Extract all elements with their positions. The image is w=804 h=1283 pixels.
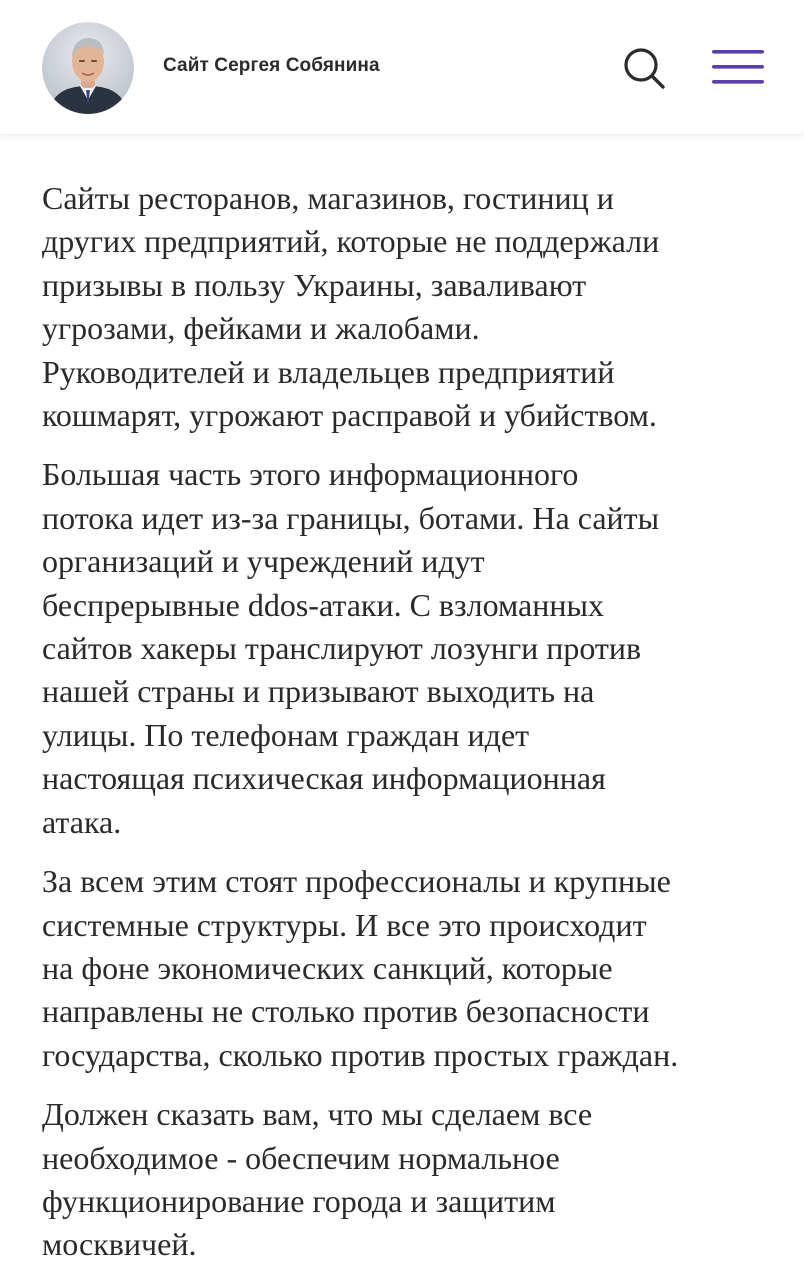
article-paragraph (42, 860, 782, 1077)
text-line: на фоне экономических санкций, которые (42, 949, 613, 986)
text-line: беспрерывные ddos-атаки. С взломанных (42, 586, 604, 623)
hamburger-menu-icon (710, 46, 766, 88)
article-paragraph (42, 1093, 782, 1267)
text-line: нашей страны и призывают выходить на (42, 673, 595, 710)
text-line: Должен сказать вам, что мы сделаем все (42, 1096, 593, 1133)
text-line: За всем этим стоят профессионалы и крупные (42, 863, 671, 900)
text-line: призывы в пользу Украины, заваливают (42, 266, 587, 303)
text-line: москвичей. (42, 1226, 197, 1263)
article-paragraph (42, 453, 782, 844)
portrait-avatar-icon (42, 22, 134, 114)
text-line: атака. (42, 803, 122, 840)
text-line: функционирование города и защитим (42, 1182, 556, 1219)
text-line: улицы. По телефонам граждан идет (42, 716, 530, 753)
text-line: угрозами, фейками и жалобами. (42, 310, 480, 347)
text-line: кошмарят, угрожают расправой и убийством. (42, 397, 657, 434)
text-line: системные структуры. И все это происходит (42, 906, 647, 943)
text-line: Сайты ресторанов, магазинов, гостиниц и (42, 180, 614, 216)
search-button[interactable] (619, 43, 669, 93)
text-line: сайтов хакеры транслируют лозунги против (42, 630, 642, 667)
text-line: организаций и учреждений идут (42, 543, 485, 580)
text-line: настоящая психическая информационная (42, 760, 606, 797)
menu-button[interactable] (710, 46, 766, 88)
text-line: Руководителей и владельцев предприятий (42, 353, 615, 390)
site-title[interactable]: Сайт Сергея Собянина (163, 55, 380, 76)
article-body (42, 177, 782, 1283)
text-line: необходимое - обеспечим нормальное (42, 1139, 560, 1176)
text-line: других предприятий, которые не поддержали (42, 223, 660, 260)
text-line: государства, сколько против простых граждан. (42, 1036, 679, 1073)
search-icon (619, 43, 669, 93)
article-paragraph (42, 177, 782, 437)
avatar[interactable] (42, 22, 134, 114)
text-line: направлены не столько против безопасности (42, 993, 650, 1030)
text-line: потока идет из-за границы, ботами. На сайты (42, 499, 660, 536)
site-header (0, 0, 804, 135)
text-line: Большая часть этого информационного (42, 456, 579, 493)
